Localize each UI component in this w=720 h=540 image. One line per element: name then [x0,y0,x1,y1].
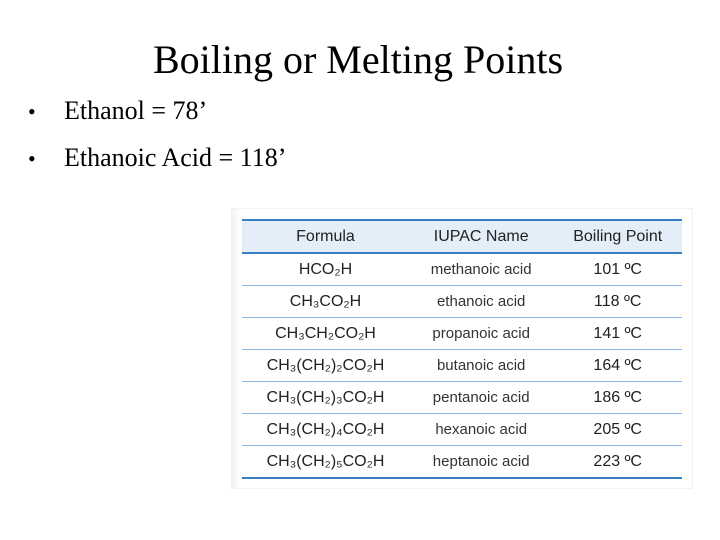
table-row [242,446,682,479]
carboxylic-acid-table [242,219,682,479]
table-row [242,286,682,318]
bullet-item-ethanoic-acid [28,143,286,174]
cell-boiling-point: 101 ºC [553,253,682,286]
cell-boiling-point: 186 ºC [553,382,682,414]
cell-formula: CH₃CH₂CO₂H [242,318,409,350]
header-boiling-point: Boiling Point [553,220,682,253]
header-iupac-name: IUPAC Name [409,220,553,253]
cell-boiling-point: 164 ºC [553,350,682,382]
cell-boiling-point: 118 ºC [553,286,682,318]
cell-boiling-point: 141 ºC [553,318,682,350]
bullet-list [28,96,286,190]
slide-title: Boiling or Melting Points [152,37,564,82]
cell-boiling-point: 205 ºC [553,414,682,446]
cell-iupac-name: hexanoic acid [409,414,553,446]
cell-iupac-name: butanoic acid [409,350,553,382]
cell-boiling-point: 223 ºC [553,446,682,479]
table-row [242,318,682,350]
table-row [242,350,682,382]
cell-iupac-name: pentanoic acid [409,382,553,414]
bullet-text-ethanol: Ethanol = 78’ [64,96,208,125]
bullet-marker: • [28,146,36,171]
cell-iupac-name: ethanoic acid [409,286,553,318]
bullet-marker: • [28,99,36,124]
boiling-point-table-image [232,209,692,488]
cell-formula: CH₃(CH₂)₄CO₂H [242,414,409,446]
table-row [242,382,682,414]
cell-formula: CH₃CO₂H [242,286,409,318]
header-formula: Formula [242,220,409,253]
cell-formula: CH₃(CH₂)₃CO₂H [242,382,409,414]
cell-iupac-name: heptanoic acid [409,446,553,479]
cell-formula: CH₃(CH₂)₂CO₂H [242,350,409,382]
bullet-text-ethanoic-acid: Ethanoic Acid = 118’ [64,143,287,172]
cell-formula: HCO₂H [242,253,409,286]
cell-formula: CH₃(CH₂)₅CO₂H [242,446,409,479]
cell-iupac-name: propanoic acid [409,318,553,350]
table-header-row [242,220,682,253]
table-row [242,414,682,446]
bullet-item-ethanol [28,96,286,127]
image-edge [232,209,240,488]
cell-iupac-name: methanoic acid [409,253,553,286]
table-row [242,253,682,286]
